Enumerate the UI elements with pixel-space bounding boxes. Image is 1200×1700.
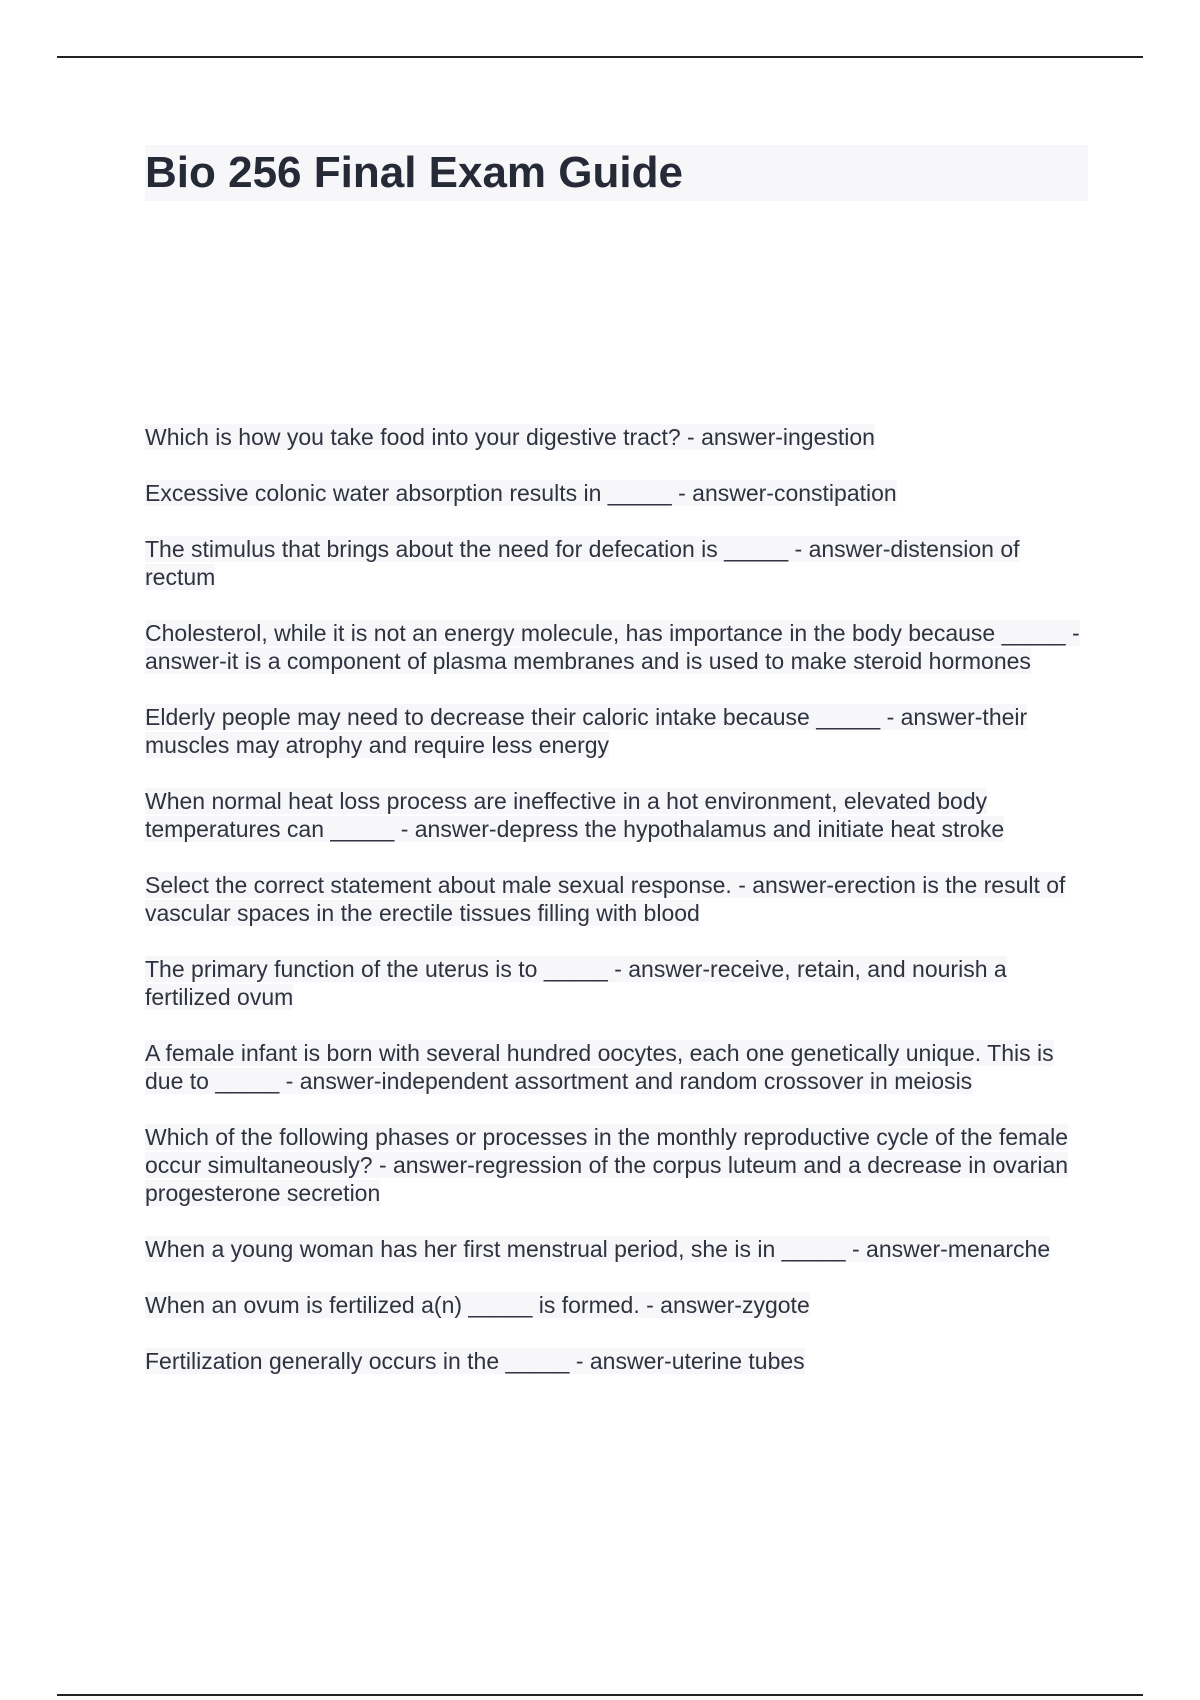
question-item <box>145 1039 1095 1095</box>
footer-rule <box>57 1694 1143 1696</box>
question-text: Select the correct statement about male sexual response. - answer-erection is the result of vascular spaces in the erectile tissues filling with blood <box>145 872 1066 926</box>
question-text: Cholesterol, while it is not an energy molecule, has importance in the body because _____ - answer-it is a component of plasma membranes and is used to make steroid hormones <box>145 620 1080 674</box>
question-text: The primary function of the uterus is to _____ - answer-receive, retain, and nourish a fertilized ovum <box>145 956 1007 1010</box>
question-item <box>145 619 1095 675</box>
question-text: Which is how you take food into your digestive tract? - answer-ingestion <box>145 424 875 450</box>
question-item <box>145 1291 1095 1319</box>
question-text: When an ovum is fertilized a(n) _____ is formed. - answer-zygote <box>145 1292 810 1318</box>
question-item <box>145 955 1095 1011</box>
question-item <box>145 535 1095 591</box>
title-block <box>145 145 1088 201</box>
question-item <box>145 1347 1095 1375</box>
question-text: The stimulus that brings about the need for defecation is _____ - answer-distension of rectum <box>145 536 1020 590</box>
question-text: Excessive colonic water absorption results in _____ - answer-constipation <box>145 480 897 506</box>
question-item <box>145 479 1095 507</box>
question-text: Elderly people may need to decrease their caloric intake because _____ - answer-their muscles may atrophy and require less energy <box>145 704 1028 758</box>
question-list <box>145 423 1095 1403</box>
page-title: Bio 256 Final Exam Guide <box>145 148 683 197</box>
question-item <box>145 703 1095 759</box>
question-item <box>145 787 1095 843</box>
question-item <box>145 1123 1095 1207</box>
question-text: When normal heat loss process are ineffective in a hot environment, elevated body temperatures can _____ - answer-depress the hypothalamus and initiate heat stroke <box>145 788 1005 842</box>
header-rule <box>57 56 1143 58</box>
question-item <box>145 871 1095 927</box>
question-text: Fertilization generally occurs in the _____ - answer-uterine tubes <box>145 1348 805 1374</box>
question-item <box>145 1235 1095 1263</box>
question-text: A female infant is born with several hundred oocytes, each one genetically unique. This is due to _____ - answer-independent assortment and random crossover in meiosis <box>145 1040 1054 1094</box>
question-item <box>145 423 1095 451</box>
question-text: Which of the following phases or processes in the monthly reproductive cycle of the female occur simultaneously? - answer-regression of the corpus luteum and a decrease in ovarian progesterone secretion <box>145 1124 1069 1206</box>
question-text: When a young woman has her first menstrual period, she is in _____ - answer-menarche <box>145 1236 1051 1262</box>
